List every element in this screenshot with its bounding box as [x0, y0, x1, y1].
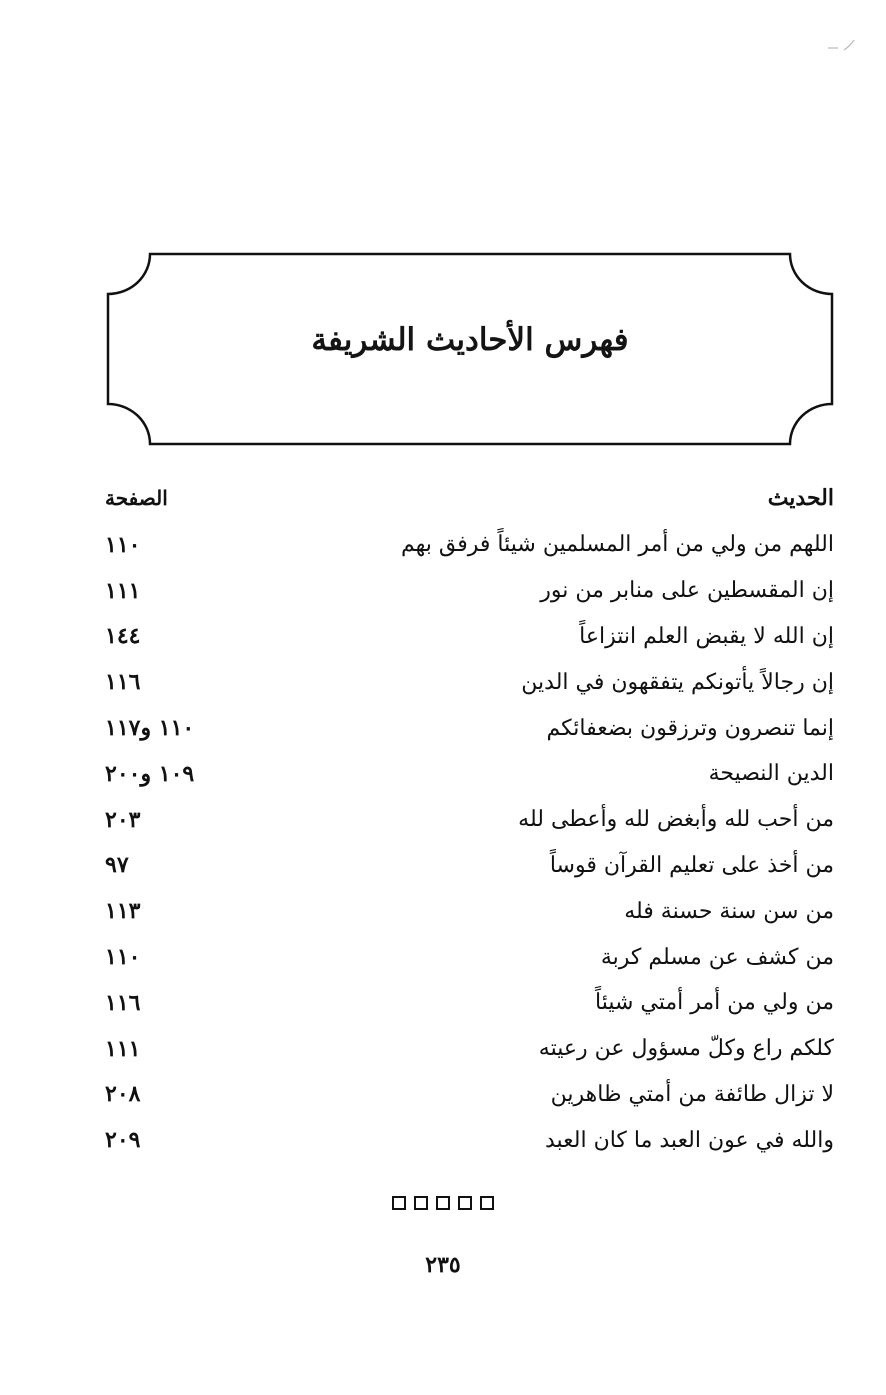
page-ref: ١١٦: [105, 669, 141, 696]
table-row: [105, 659, 834, 705]
page-ref: ١١١: [105, 1035, 141, 1062]
hadith-text: من سن سنة حسنة فله: [624, 898, 834, 924]
page-ref: ٩٧: [105, 852, 129, 879]
square-ornament-icon: [392, 1196, 406, 1210]
square-ornament-icon: [414, 1196, 428, 1210]
table-row: [105, 568, 834, 614]
hadith-text: لا تزال طائفة من أمتي ظاهرين: [550, 1081, 834, 1107]
page-ref: ١١٠ و١١٧: [105, 715, 195, 742]
square-ornament-icon: [480, 1196, 494, 1210]
table-row: [105, 888, 834, 934]
table-row: [105, 843, 834, 889]
page-ref: ٢٠٣: [105, 806, 141, 833]
square-ornament-icon: [436, 1196, 450, 1210]
hadith-text: إن رجالاً يأتونكم يتفقهون في الدين: [521, 669, 834, 695]
table-header: [105, 478, 834, 518]
page-number: ٢٣٥: [425, 1252, 461, 1278]
page-ref: ٢٠٩: [105, 1127, 141, 1154]
table-row: [105, 705, 834, 751]
hadith-text: من أخذ على تعليم القرآن قوساً: [549, 852, 834, 878]
corner-pen-mark: [824, 30, 864, 60]
hadith-text: اللهم من ولي من أمر المسلمين شيئاً فرفق بهم: [401, 532, 834, 558]
hadith-text: من أحب لله وأبغض لله وأعطى لله: [518, 807, 834, 833]
table-row: [105, 1026, 834, 1072]
page-ref: ١٤٤: [105, 623, 141, 650]
table-row: [105, 1072, 834, 1118]
hadith-text: من كشف عن مسلم كربة: [600, 944, 834, 970]
hadith-text: الدين النصيحة: [708, 761, 834, 787]
hadith-text: إنما تنصرون وترزقون بضعفائكم: [546, 715, 834, 741]
page-title: فهرس الأحاديث الشريفة: [311, 322, 629, 358]
section-end-ornament: [0, 1196, 886, 1210]
page-ref: ١١٦: [105, 989, 141, 1016]
page-column-header: الصفحة: [105, 486, 168, 510]
table-row: [105, 980, 834, 1026]
table-row: [105, 614, 834, 660]
hadith-column-header: الحديث: [767, 485, 834, 511]
hadith-index-table: [105, 478, 834, 1163]
hadith-text: إن المقسطين على منابر من نور: [540, 578, 834, 604]
hadith-text: والله في عون العبد ما كان العبد: [544, 1127, 834, 1153]
page-ref: ١١١: [105, 577, 141, 604]
page-ref: ١٠٩ و٢٠٠: [105, 760, 195, 787]
page-ref: ١١٠: [105, 944, 141, 971]
square-ornament-icon: [458, 1196, 472, 1210]
table-row: [105, 934, 834, 980]
page-ref: ١١٠: [105, 531, 141, 558]
table-row: [105, 1117, 834, 1163]
table-row: [105, 797, 834, 843]
hadith-text: من ولي من أمر أمتي شيئاً: [594, 990, 834, 1016]
table-row: [105, 522, 834, 568]
page-ref: ٢٠٨: [105, 1081, 141, 1108]
table-row: [105, 751, 834, 797]
page-ref: ١١٣: [105, 898, 141, 925]
hadith-text: إن الله لا يقبض العلم انتزاعاً: [579, 623, 834, 649]
hadith-text: كلكم راع وكلّ مسؤول عن رعيته: [538, 1036, 834, 1062]
title-frame: [104, 252, 836, 446]
